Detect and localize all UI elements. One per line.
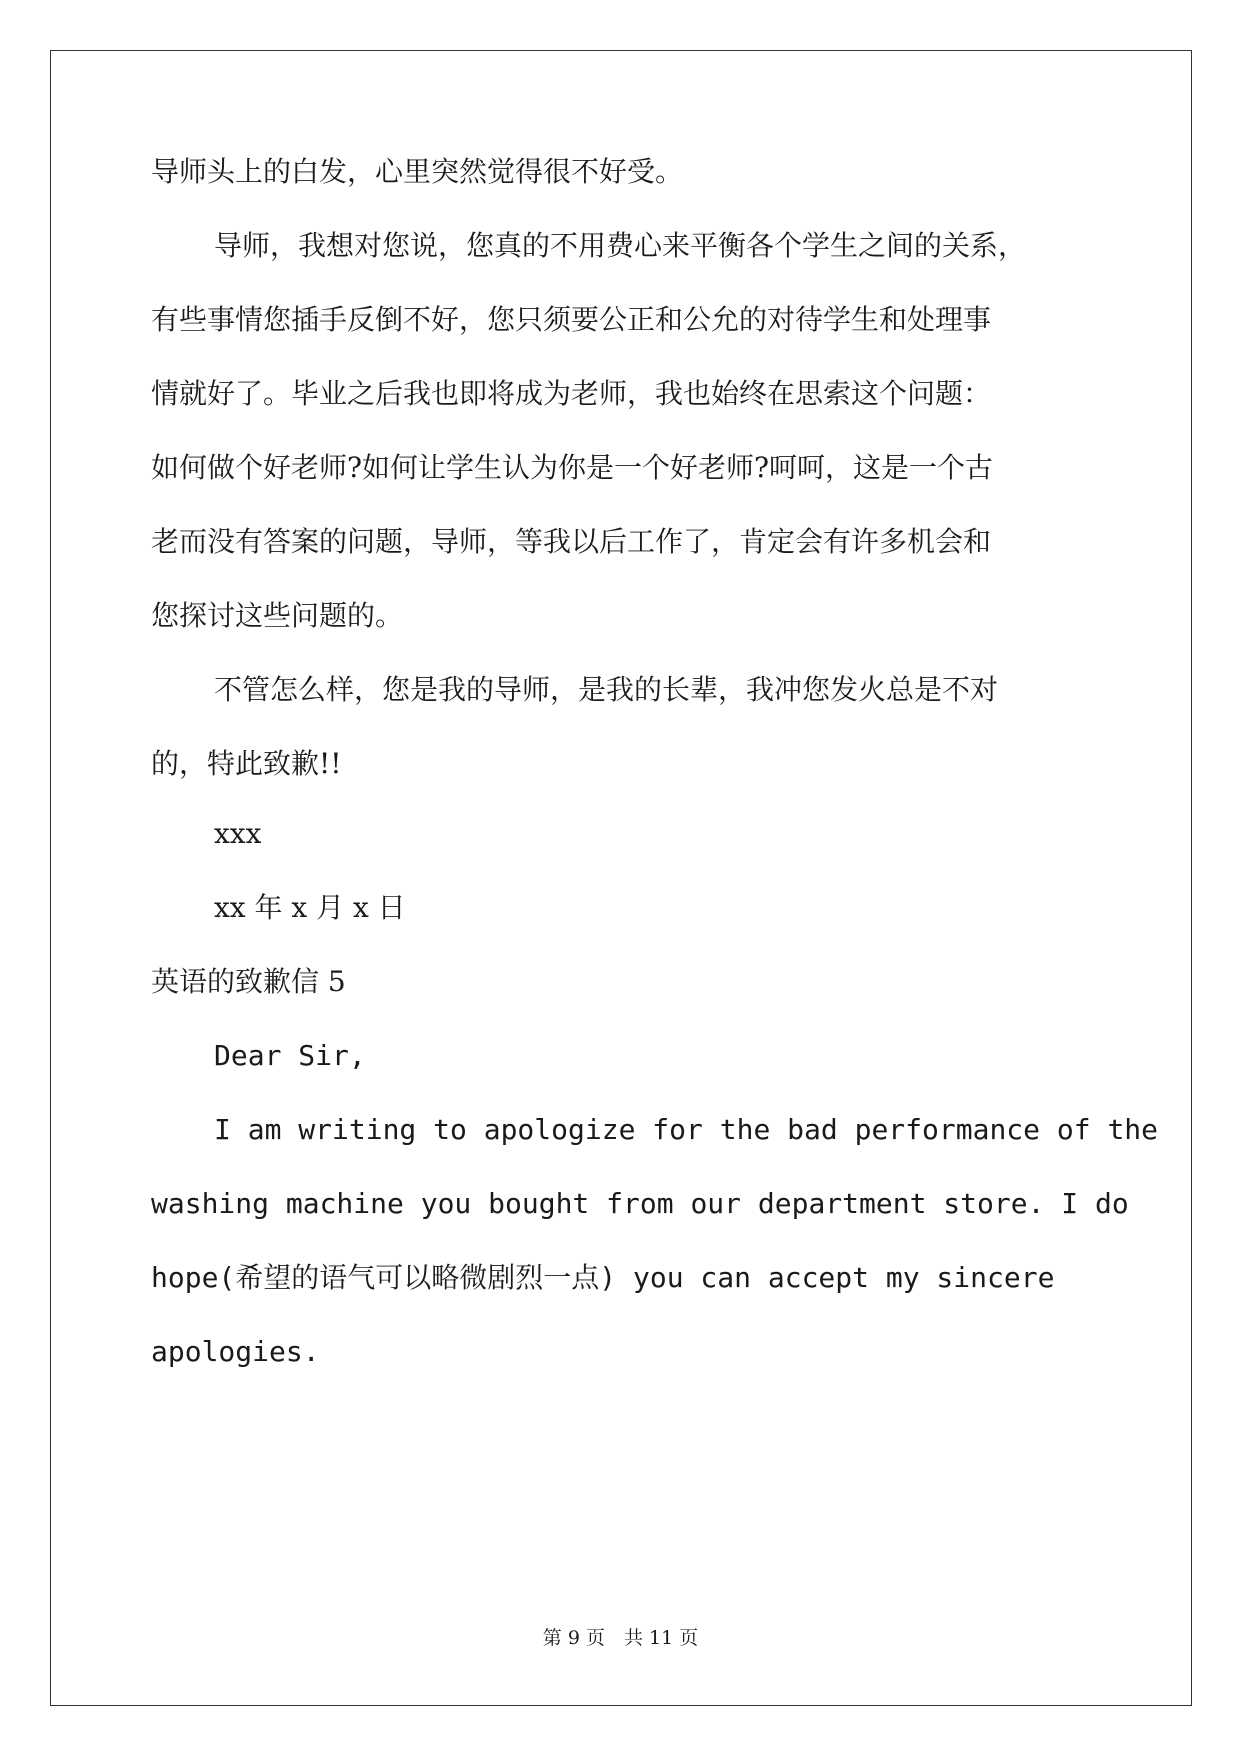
page-number: 第 9 页 共 11 页: [542, 1627, 699, 1649]
body-line: 有些事情您插手反倒不好，您只须要公正和公允的对待学生和处理事: [151, 303, 992, 336]
body-line: 老而没有答案的问题，导师，等我以后工作了，肯定会有许多机会和: [151, 525, 992, 558]
body-line: 如何做个好老师?如何让学生认为你是一个好老师?呵呵，这是一个古: [151, 451, 994, 484]
body-line: apologies.: [151, 1335, 320, 1368]
page-border: [50, 50, 1192, 1706]
body-line: I am writing to apologize for the bad performance of the: [214, 1113, 1159, 1146]
body-line: 不管怎么样，您是我的导师，是我的长辈，我冲您发火总是不对: [214, 673, 999, 706]
body-line: washing machine you bought from our department store. I do: [151, 1187, 1129, 1220]
body-line: 您探讨这些问题的。: [151, 599, 404, 632]
letter-salutation: Dear Sir,: [214, 1039, 366, 1072]
body-line: 导师头上的白发，心里突然觉得很不好受。: [151, 155, 684, 188]
section-heading: 英语的致歉信 5: [151, 965, 346, 998]
body-line: 的，特此致歉!!: [151, 747, 342, 780]
body-line: 导师，我想对您说，您真的不用费心来平衡各个学生之间的关系，: [214, 229, 1027, 262]
body-line: hope(希望的语气可以略微剧烈一点) you can accept my sincere: [151, 1261, 1055, 1294]
body-line: 情就好了。毕业之后我也即将成为老师，我也始终在思索这个问题：: [151, 377, 992, 410]
signature-date: xx 年 x 月 x 日: [214, 891, 406, 924]
signature-name: xxx: [214, 817, 262, 850]
